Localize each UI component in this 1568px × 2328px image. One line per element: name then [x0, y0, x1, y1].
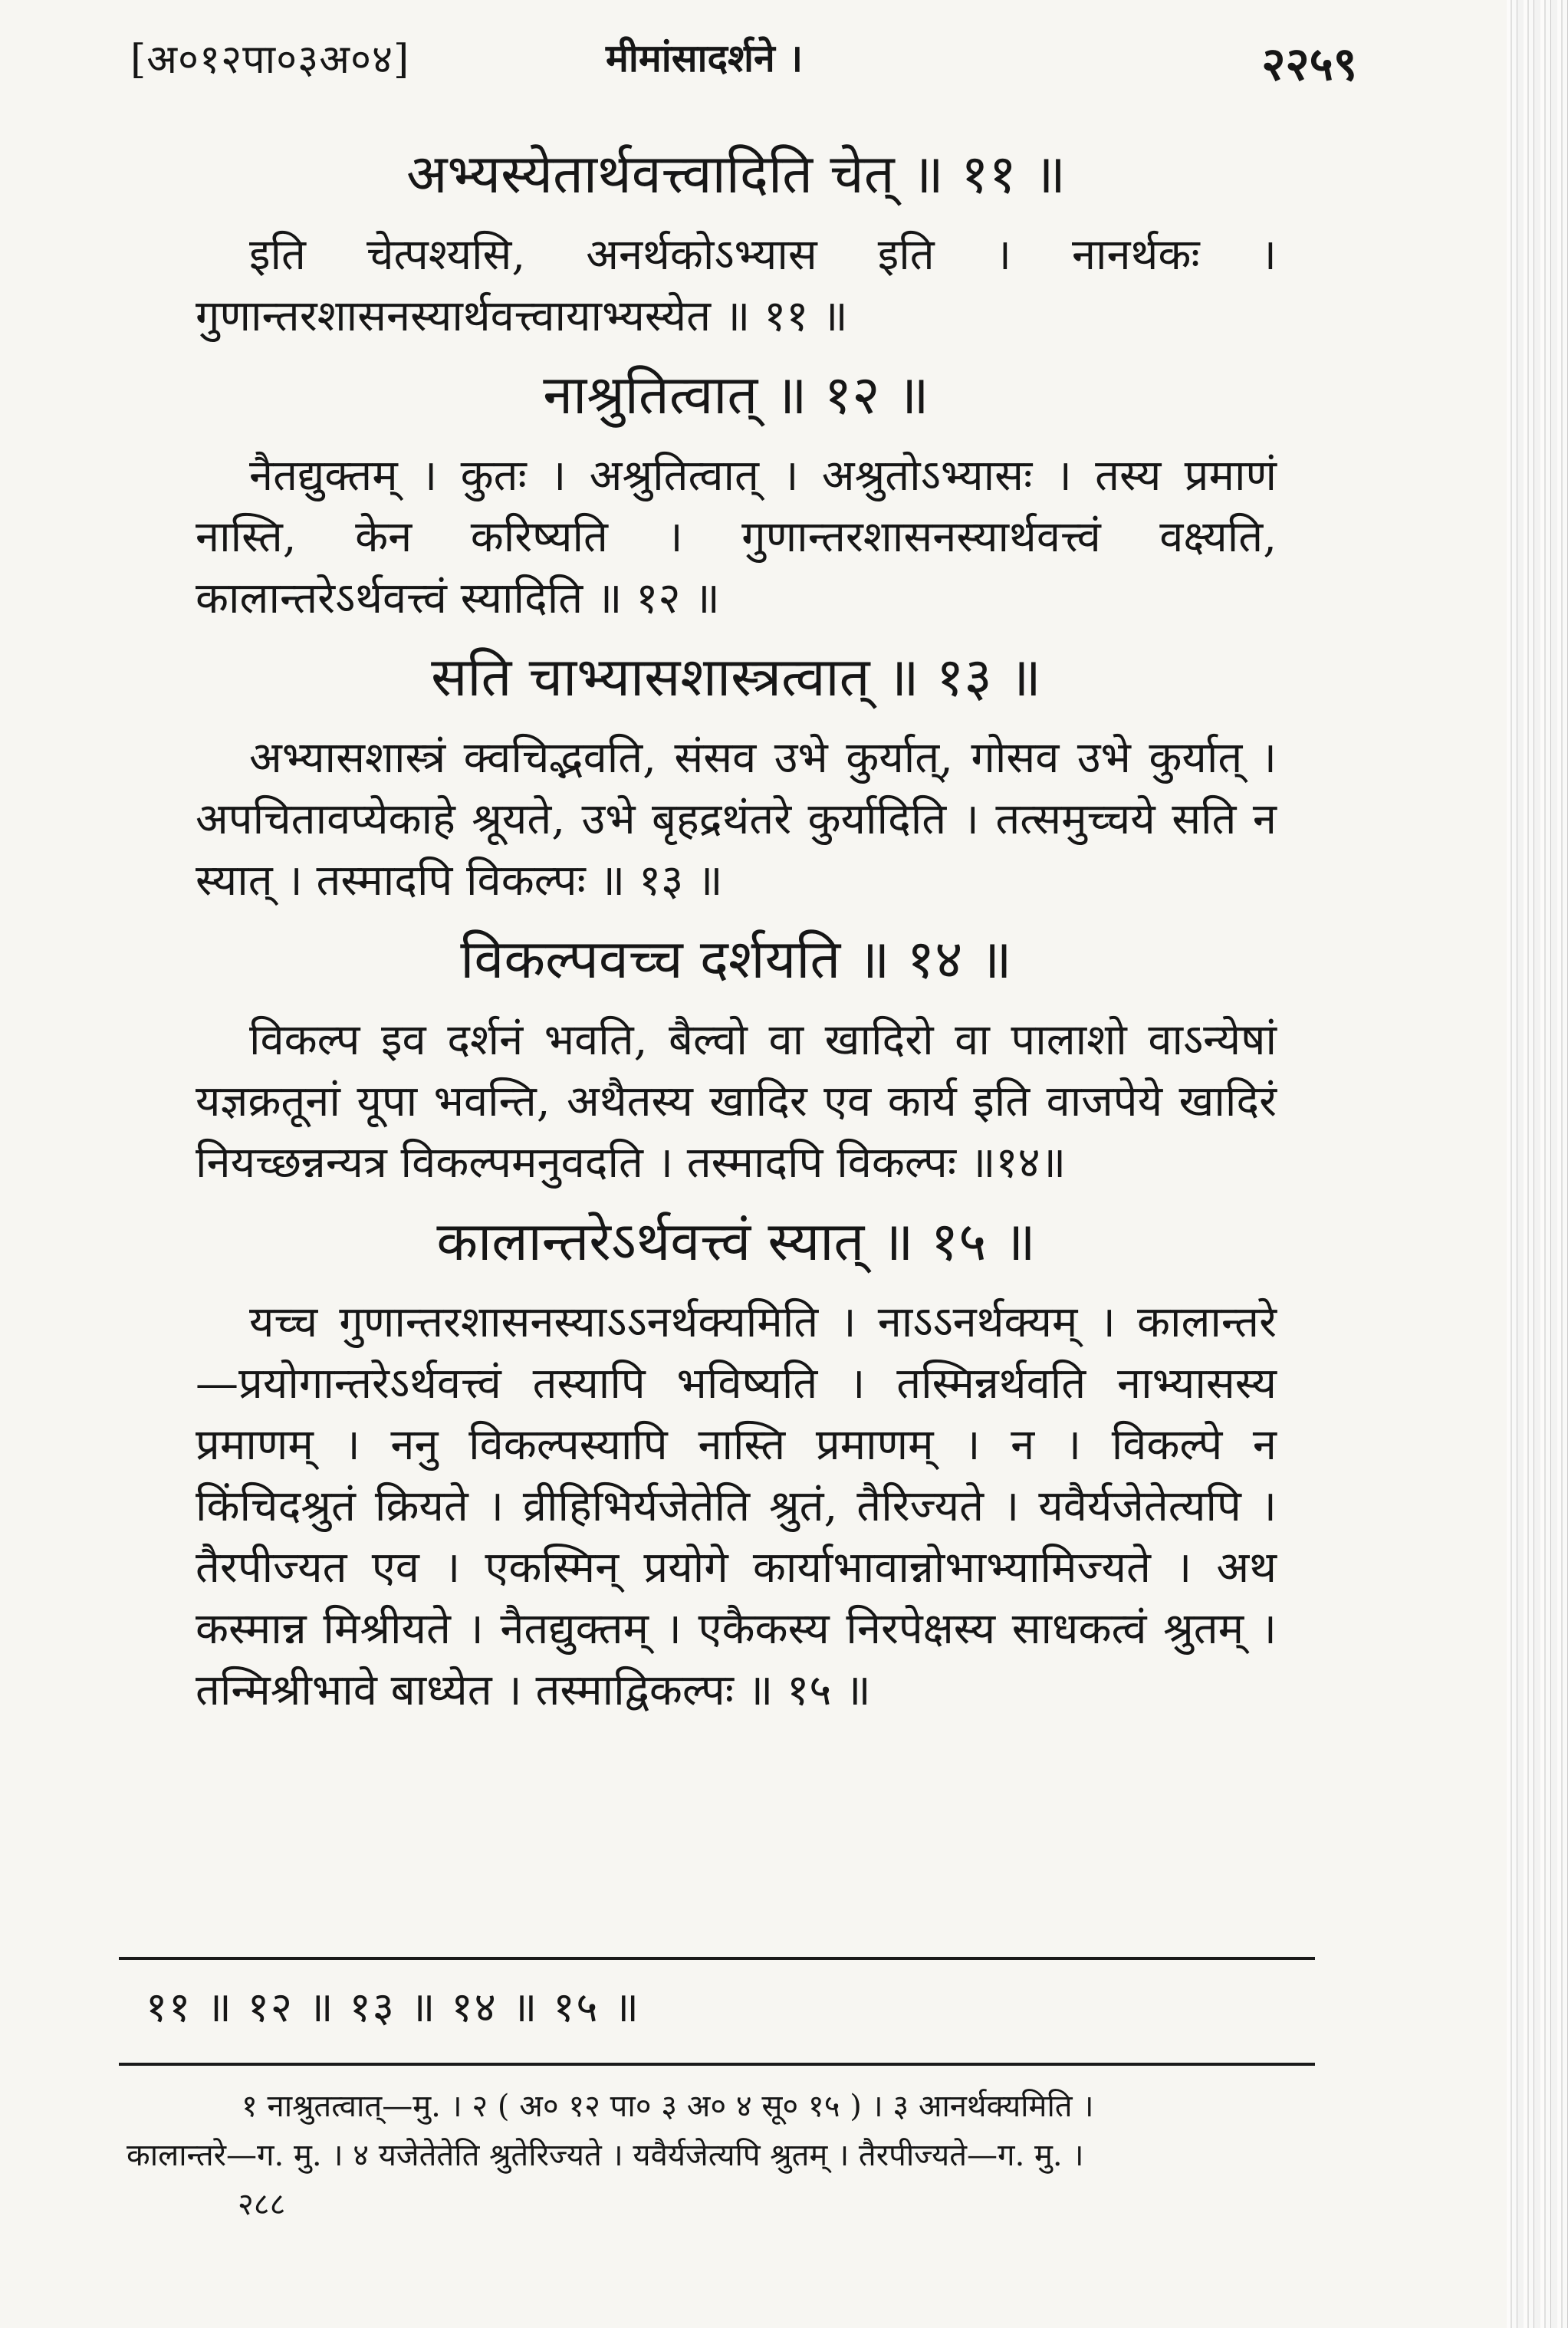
- sutra-heading: अभ्यस्येतार्थवत्त्वादिति चेत् ॥ ११ ॥: [406, 143, 1067, 206]
- running-title: मीमांसादर्शने ।: [606, 35, 804, 81]
- section-reference: [अ०१२पा०३अ०४]: [130, 37, 410, 83]
- running-header: [130, 31, 1357, 100]
- commentary-paragraph: नैतद्युक्तम् । कुतः । अश्रुतित्वात् । अश्रुतोऽभ्यासः । तस्य प्रमाणं नास्ति, केन करिष्यति । गुणान्तरशासनस्यार्थवत्त्वं वक्ष्यति, कालान्तरेऽर्थवत्त्वं स्यादिति ॥ १२ ॥: [196, 451, 1277, 623]
- sutra-heading: विकल्पवच्च दर्शयति ॥ १४ ॥: [460, 928, 1012, 991]
- sutra-heading: सति चाभ्यासशास्त्रत्वात् ॥ १३ ॥: [431, 646, 1041, 709]
- commentary-paragraph: यच्च गुणान्तरशासनस्याऽऽनर्थक्यमिति । नाऽऽनर्थक्यम् । कालान्तरे—प्रयोगान्तरेऽर्थवत्त्वं तस्यापि भविष्यति । तस्मिन्नर्थवति नाभ्यासस्य प्रमाणम् । ननु विकल्पस्यापि नास्ति प्रमाणम् । न । विकल्पे न किंचिदश्रुतं क्रियते । व्रीहिभिर्यजेतेति श्रुतं, तैरिज्यते । यवैर्यजेतेत्यपि । तैरपीज्यत एव । एकस्मिन् प्रयोगे कार्याभावान्नोभाभ्यामिज्यते । अथ कस्मान्न मिश्रीयते । नैतद्युक्तम् । एकैकस्य निरपेक्षस्य साधकत्वं श्रुतम् । तन्मिश्रीभावे बाध्येत । तस्माद्विकल्पः ॥ १५ ॥: [196, 1297, 1277, 1715]
- footer-folio-number: २८८: [238, 2187, 286, 2222]
- divider-rule: [119, 1957, 1315, 1960]
- page-edge-shadow: [1507, 0, 1568, 2328]
- footnote-line: कालान्तरे—ग. मु. । ४ यजेतेतेति श्रुतेरिज्यते । यवैर्यजेत्यपि श्रुतम् । तैरपीज्यते—ग. मु. ।: [127, 2138, 1084, 2173]
- commentary-paragraph: विकल्प इव दर्शनं भवति, बैल्वो वा खादिरो वा पालाशो वाऽन्येषां यज्ञक्रतूनां यूपा भवन्ति, अथैतस्य खादिर एव कार्य इति वाजपेये खादिरं नियच्छन्नन्यत्र विकल्पमनुवदति । तस्मादपि विकल्पः ॥१४॥: [196, 1015, 1277, 1188]
- divider-rule: [119, 2063, 1315, 2066]
- sutra-reference-line: ११ ॥ १२ ॥ १३ ॥ १४ ॥ १५ ॥: [146, 1983, 641, 2031]
- sutra-heading: नाश्रुतित्वात् ॥ १२ ॥: [543, 363, 929, 426]
- commentary-paragraph: इति चेत्पश्यसि, अनर्थकोऽभ्यास इति । नानर्थकः । गुणान्तरशासनस्यार्थवत्त्वायाभ्यस्येत ॥ ११ ॥: [196, 230, 1277, 341]
- main-text: [196, 127, 1277, 1732]
- sutra-heading: कालान्तरेऽर्थवत्त्वं स्यात् ॥ १५ ॥: [436, 1210, 1036, 1273]
- footnotes: [127, 2082, 1323, 2229]
- page-number: २२५९: [1261, 38, 1357, 91]
- commentary-paragraph: अभ्यासशास्त्रं क्वचिद्भवति, संसव उभे कुर्यात्, गोसव उभे कुर्यात् । अपचितावप्येकाहे श्रूयते, उभे बृहद्रथंतरे कुर्यादिति । तत्समुच्चये सति न स्यात् । तस्मादपि विकल्पः ॥ १३ ॥: [196, 733, 1277, 906]
- footnote-line: १ नाश्रुतत्वात्—मु. । २ ( अ० १२ पा० ३ अ० ४ सू० १५ ) । ३ आनर्थक्यमिति ।: [242, 2089, 1094, 2124]
